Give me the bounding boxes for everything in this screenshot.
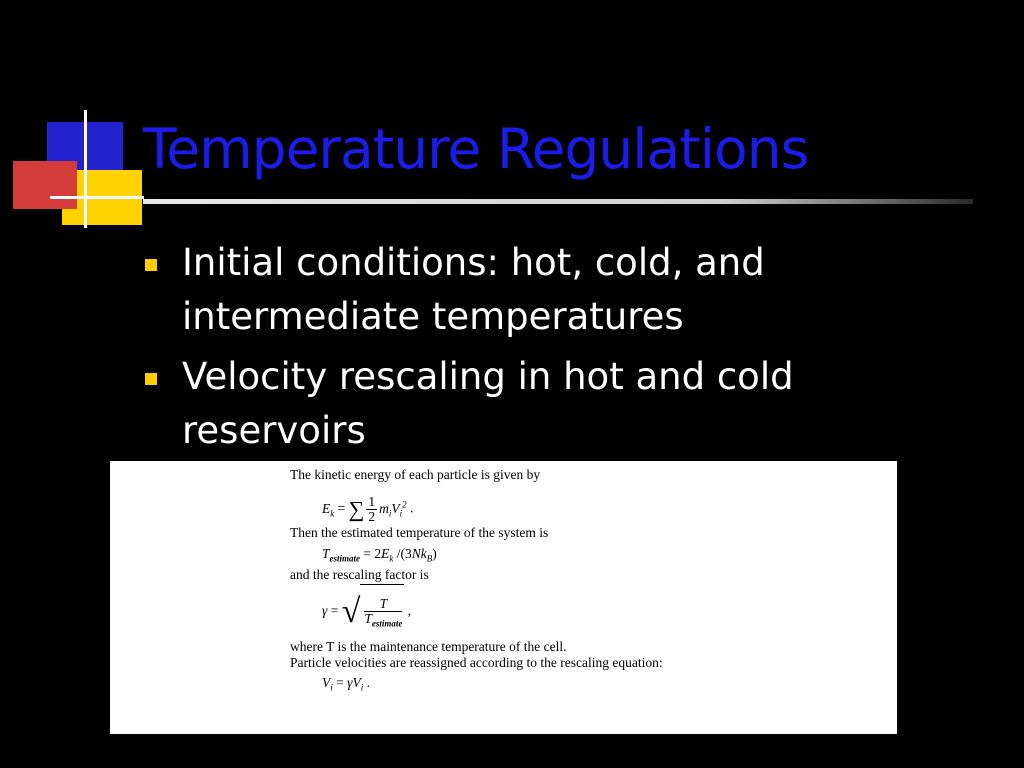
bullet-square-icon	[145, 259, 157, 271]
equation-caption: and the rescaling factor is	[290, 567, 429, 582]
equations-text	[290, 467, 663, 695]
slide-logo	[0, 0, 150, 240]
rescaling-factor-equation: γ = √ $\frac{T}{T_{estimate}}$ ,	[290, 583, 663, 639]
bullet-item	[145, 350, 865, 458]
velocity-rescaling-equation: $V_i = \gamma V_i$ .	[322, 675, 370, 693]
bullet-item	[145, 236, 865, 344]
logo-red-square	[13, 161, 77, 209]
slide-title: Temperature Regulations	[143, 117, 809, 181]
equation-caption: where T is the maintenance temperature of the cell.	[290, 639, 567, 654]
kinetic-energy-equation: $E_k$ = ∑ $\frac{1}{2}$ $m_iV_i^2$ .	[322, 493, 414, 524]
temperature-estimate-equation: $T_{estimate} = 2E_k$ $/(3Nk_B)$	[322, 546, 437, 564]
bullet-list	[145, 236, 865, 464]
bullet-square-icon	[145, 373, 157, 385]
title-underline	[143, 199, 973, 204]
bullet-text: Velocity rescaling in hot and cold reservoirs	[182, 355, 794, 452]
equation-caption: Then the estimated temperature of the system is	[290, 525, 549, 540]
bullet-text: Initial conditions: hot, cold, and intermediate temperatures	[182, 241, 765, 338]
equation-caption: The kinetic energy of each particle is given by	[290, 467, 541, 482]
equations-figure	[110, 461, 897, 734]
logo-vertical-line	[84, 110, 87, 228]
logo-horizontal-line	[50, 196, 144, 199]
equation-caption: Particle velocities are reassigned according to the rescaling equation:	[290, 655, 663, 670]
